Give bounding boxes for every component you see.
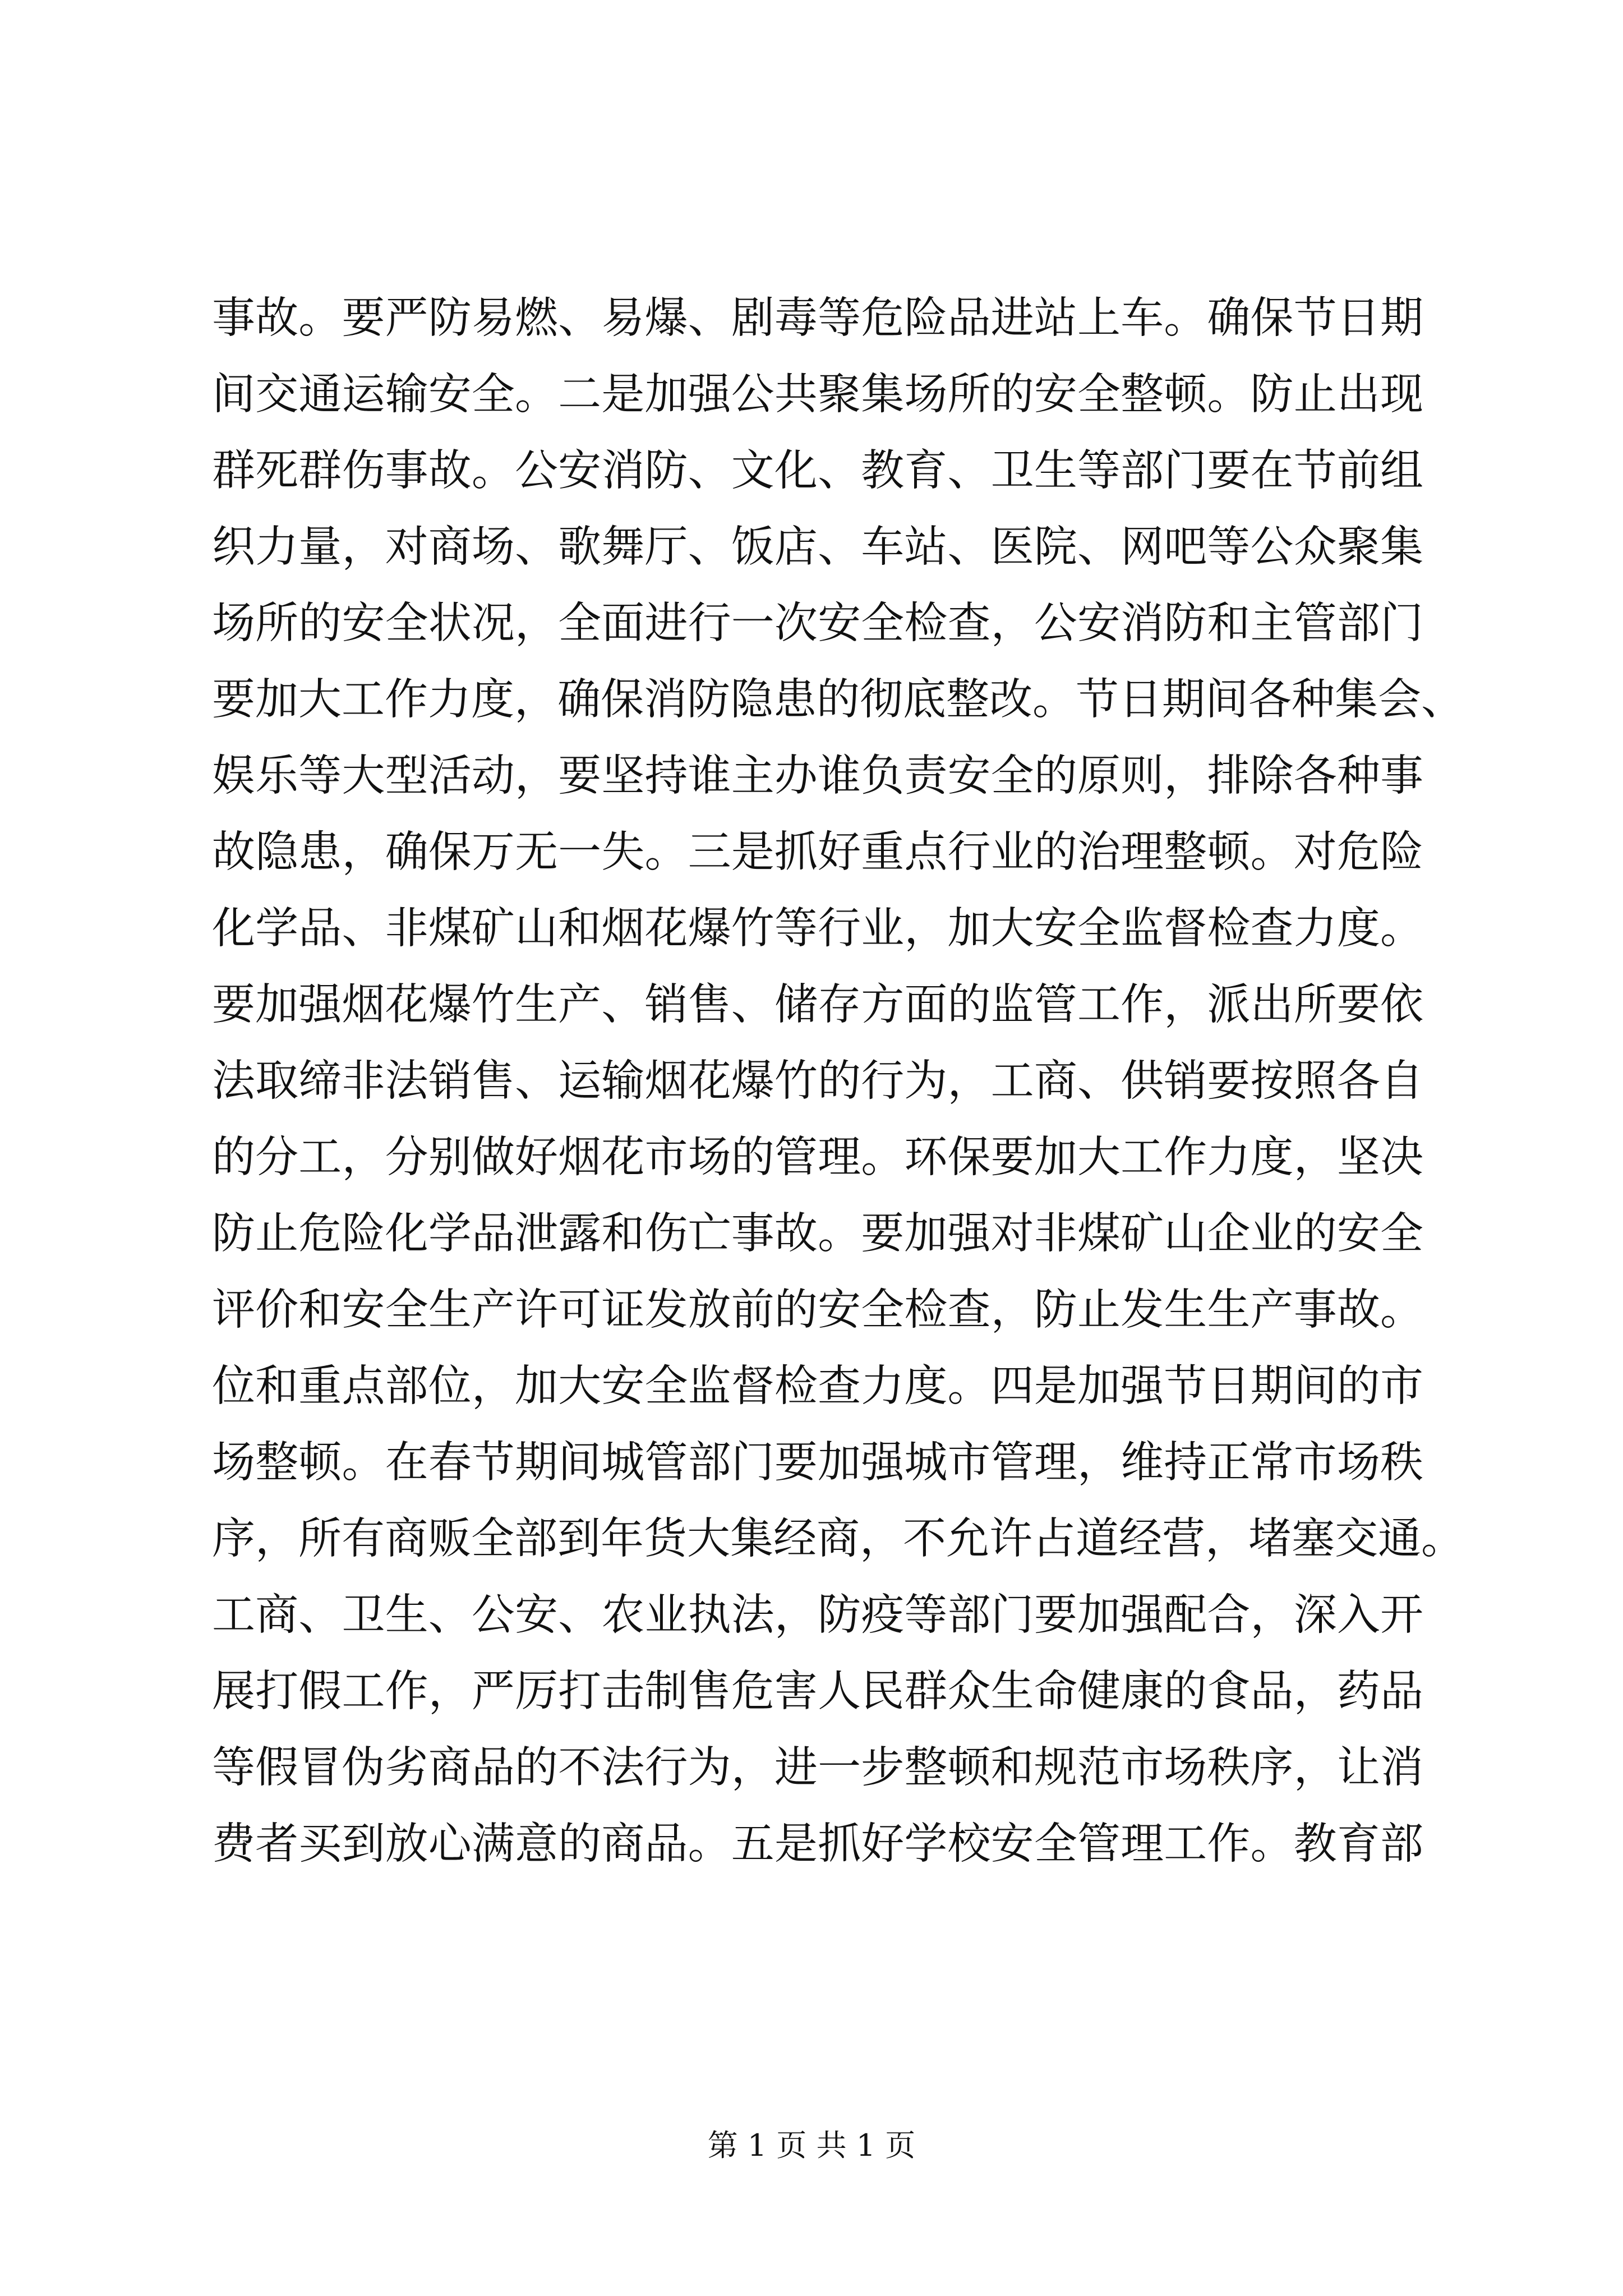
page-footer: 第 1 页 共 1 页 <box>707 2128 916 2163</box>
text-line: 序，所有商贩全部到年货大集经商，不允许占道经营，堵塞交通。 <box>212 1514 1464 1564</box>
text-line: 工商、卫生、公安、农业执法，防疫等部门要加强配合，深入开 <box>212 1590 1423 1640</box>
text-line: 的分工，分别做好烟花市场的管理。环保要加大工作力度，坚决 <box>212 1133 1423 1182</box>
text-line: 事故。要严防易燃、易爆、剧毒等危险品进站上车。确保节日期 <box>212 293 1423 343</box>
text-line: 场整顿。在春节期间城管部门要加强城市管理，维持正常市场秩 <box>212 1438 1423 1488</box>
body-text <box>212 280 1464 1883</box>
text-line: 防止危险化学品泄露和伤亡事故。要加强对非煤矿山企业的安全 <box>212 1209 1423 1259</box>
text-line: 织力量，对商场、歌舞厅、饭店、车站、医院、网吧等公众聚集 <box>212 522 1423 572</box>
text-line: 娱乐等大型活动，要坚持谁主办谁负责安全的原则，排除各种事 <box>212 751 1423 801</box>
text-line: 场所的安全状况，全面进行一次安全检查，公安消防和主管部门 <box>212 599 1423 648</box>
text-line: 等假冒伪劣商品的不法行为，进一步整顿和规范市场秩序，让消 <box>212 1743 1423 1793</box>
text-line: 要加大工作力度，确保消防隐患的彻底整改。节日期间各种集会、 <box>212 675 1464 725</box>
text-line: 故隐患，确保万无一失。三是抓好重点行业的治理整顿。对危险 <box>212 827 1423 877</box>
text-line: 间交通运输安全。二是加强公共聚集场所的安全整顿。防止出现 <box>212 370 1423 420</box>
text-line: 费者买到放心满意的商品。五是抓好学校安全管理工作。教育部 <box>212 1819 1423 1869</box>
text-line: 展打假工作，严厉打击制售危害人民群众生命健康的食品，药品 <box>212 1667 1423 1717</box>
text-line: 评价和安全生产许可证发放前的安全检查，防止发生生产事故。 <box>212 1285 1423 1335</box>
text-line: 法取缔非法销售、运输烟花爆竹的行为，工商、供销要按照各自 <box>212 1056 1423 1106</box>
text-line: 群死群伤事故。公安消防、文化、教育、卫生等部门要在节前组 <box>212 446 1423 496</box>
text-line: 化学品、非煤矿山和烟花爆竹等行业，加大安全监督检查力度。 <box>212 904 1423 954</box>
text-line: 要加强烟花爆竹生产、销售、储存方面的监管工作，派出所要依 <box>212 980 1423 1030</box>
text-line: 位和重点部位，加大安全监督检查力度。四是加强节日期间的市 <box>212 1361 1423 1411</box>
